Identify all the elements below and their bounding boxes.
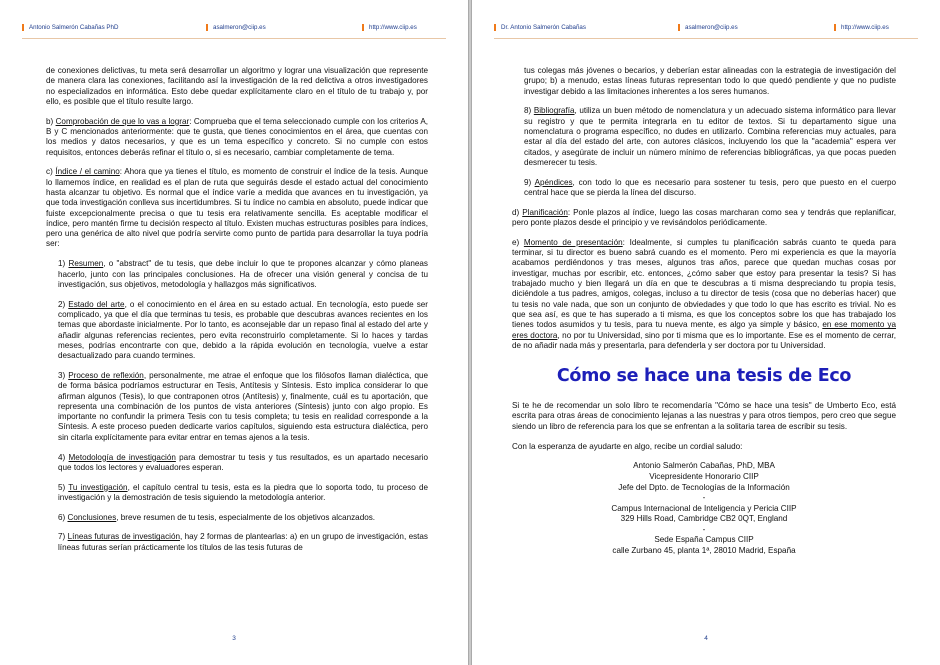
header-url: http://www.ciip.es: [362, 24, 417, 31]
item-text: , personalmente, me atrae el enfoque que los filósofos llaman dialéctica, que de forma básica podríamos estructurar en Tesis, Antítesis y Síntesis. Esto implica considerar lo que afirman algunos (Tesis), lo que contraponen otros (Antítesis) y, finalmente, cuál es tu aportación, que representa una combinación de los puntos de vista anteriores (Síntesis) junto con algo propio. Es importante no confundir la primera Tesis con tu tesis completa; tu tesis en realidad corresponde a la Síntesis. A este proceso pueden dedicarte varios capítulos, siguiendo esta estructura dialéctica, pero sin citarla explícitamente para evitar entrar en temas ajenos a la tesis.: [58, 370, 429, 442]
item-text: : Ahora que ya tienes el título, es momento de construir el índice de la tesis. Aunque lo llamemos índice, en realidad es el plan de ruta que seguirás desde el estado actual del conocimiento hasta alcanzar tu objetivo. Es normal que el índice varíe a medida que avances en tu investigación, ya que toda investigación conlleva sus incertidumbres. Si tu índice no cambia en absoluto, puede indicar que fuiste excepcionalmente precisa o que tu tesis era relativamente sencilla. Es aceptable modificar el índice, pero mantén firme tu decisión respecto al título. Existen muchas estructuras posibles para índices, pero una genérica de alto nivel que podría servirte como punto de partida para desarrollar la tuya podría ser:: [46, 167, 428, 249]
list-item-6: [58, 513, 428, 523]
header-author: Antonio Salmerón Cabañas PhD: [22, 24, 118, 31]
paragraph-c: [46, 167, 428, 249]
item-title: Estado del arte: [68, 299, 125, 309]
item-text: : Comprueba que el tema seleccionado cumple con los criterios A, B y C mencionados anteriormente: que te gusta, que tienes conocimientos en el área, que cuentas con los medios y datos necesarios, y que es un tema específico y concreto. Si no cumple con estos requisitos, entonces deberás refinar el título o, si es necesario, cambiar completamente de tema.: [46, 116, 428, 157]
item-text: , o el conocimiento en el área en su estado actual. En tecnología, esto puede ser complicado, ya que el día que terminas tu tesis, es probable que descubras avances recientes en los temas que abordaste inicialmente. Por lo tanto, es aconsejable dar un repaso final al estado del arte y añadir algunas referencias recientes, pero evita reconstruirlo completamente. Si lo haces y tardas meses, podrías encontrarte con que, debido a la rápida evolución en tecnología, vuelve a estar desactualizado para cuando termines.: [58, 299, 429, 361]
item-text: , hay 2 formas de plantearlas: a) en un grupo de investigación, estas líneas futuras serían prácticamente los títulos de las tesis futuras de: [58, 532, 428, 552]
item-title: Metodología de investigación: [68, 452, 176, 462]
section-heading: Cómo se hace una tesis de Eco: [556, 366, 852, 387]
item-title: Bibliografía: [533, 106, 575, 116]
paragraph-d: [512, 208, 896, 229]
page-header: [22, 24, 446, 36]
signature-line: Vicepresidente Honorario CIIP: [649, 471, 759, 481]
paragraph: tus colegas más jóvenes o becarios, y deberían estar alineadas con la estrategia de investigación del grupo; b) a menudo, estas líneas futuras representan todo lo que quedó pendiente y que no pudiste investigar debido a las limitaciones inherentes a los seres humanos.: [524, 66, 896, 96]
item-text: , con todo lo que es necesario para sostener tu tesis, pero que puesto en el cuerpo central hace que se pierda la línea del discurso.: [524, 177, 896, 197]
list-item-4: [58, 453, 428, 474]
paragraph: de conexiones delictivas, tu meta será desarrollar un algoritmo y lograr una visualización que represente de manera clara las conexiones, facilitando así la investigación de la red delictiva a otros investigadores no especializados en informática. Esto debe quedar explícitamente claro en el título de tu trabajo y, por ello, es posible que el título resulte largo.: [46, 66, 428, 106]
item-prefix: 4): [58, 452, 69, 462]
item-title: Planificación: [522, 207, 568, 217]
item-title: Apéndices: [534, 177, 573, 187]
list-item-5: [58, 483, 428, 504]
item-prefix: 3): [58, 370, 69, 380]
signature-line: 329 Hills Road, Cambridge CB2 0QT, England: [620, 514, 788, 524]
item-prefix: 8): [524, 106, 534, 116]
list-item-1: [58, 259, 428, 290]
page-body: [512, 66, 896, 557]
item-text: , breve resumen de tu tesis, especialmente de los objetivos alcanzados.: [116, 512, 376, 522]
header-email: asalmeron@ciip.es: [678, 24, 738, 31]
item-prefix: 2): [58, 299, 69, 309]
item-title: Comprobación de que lo vas a lograr: [55, 116, 190, 126]
item-title: Resumen: [68, 259, 104, 269]
list-item-2: [58, 300, 428, 362]
item-text: , no por tu Universidad, sino por ti misma que es lo importante. Ese es el momento de cerrar, de no añadir nada más y presentarla, para defenderla y ser doctora por tu Universidad.: [512, 330, 897, 350]
item-text: , o "abstract" de tu tesis, que debe incluir lo que te propones alcanzar y cómo planeas hacerlo, junto con las principales conclusiones. Ha de ofrecer una visión general y concisa de tu investigación, sus objetivos, metodología y hallazgos más significativos.: [58, 259, 428, 289]
paragraph-b: [46, 117, 428, 158]
item-prefix: 6): [58, 512, 68, 522]
list-item-7: [58, 532, 428, 553]
header-author: Dr. Antonio Salmerón Cabañas: [494, 24, 586, 31]
item-prefix: e): [512, 237, 524, 247]
item-title: Líneas futuras de investigación: [67, 532, 180, 542]
signature-block: [512, 461, 896, 556]
page-4: [472, 0, 940, 665]
item-prefix: 7): [58, 532, 68, 542]
signature-line: Antonio Salmerón Cabañas, PhD, MBA: [633, 461, 775, 471]
header-divider: [494, 38, 918, 39]
page-number: 4: [704, 635, 708, 642]
item-prefix: 1): [58, 259, 69, 269]
page-body: [46, 66, 428, 563]
item-text: , el capítulo central tu tesis, esta es la piedra que lo soporta todo, tu proceso de investigación y la demostración de tesis siguiendo la metodología anterior.: [58, 482, 428, 502]
paragraph-e: [512, 238, 896, 351]
list-item-8: [524, 106, 896, 168]
header-url: http://www.ciip.es: [834, 24, 889, 31]
item-title: Índice / el camino: [55, 167, 120, 177]
list-item-9: [524, 178, 896, 199]
item-text: para demostrar tu tesis y tus resultados, es un apartado necesario que todos los lectores y evaluadores esperan.: [58, 452, 428, 472]
item-text: : Ponle plazos al índice, luego las cosas marcharan como sea y tendrás que replanificar, pero ponte plazos desde el principio y ve revisándolos periódicamente.: [512, 207, 896, 228]
paragraph-eco: Si te he de recomendar un solo libro te recomendaría "Cómo se hace una tesis" de Umberto Eco, está escrita para otras áreas de conocimiento lejanas a las nuestras y para otros tiempos, pero creo que segue siendo un libro de referencia para los que se enfrentan a la solitaria tarea de escribir su tesis.: [512, 401, 896, 431]
list-item-3: [58, 371, 428, 443]
item-text: , utiliza un buen método de nomenclatura y un adecuado sistema informático para llevar su registro y que te permita integrarla en tu editor de textos. Si tu departamento sigue una nomenclatura o programa específico, no dudes en utilizarlo. Combina referencias muy actuales, para estar al día del estado del arte, con autores clásicos, incluyendo los que la "academia" espera ver citados, y asegúrate de incluir un número mínimo de referencias bibliográficas, ya que pocas pueden desmerecer tu tesis.: [524, 106, 896, 167]
item-title: Momento de presentación: [523, 237, 623, 247]
item-title: Tu investigación: [68, 482, 128, 492]
item-title: Conclusiones: [67, 512, 117, 522]
signature-line: -: [702, 493, 706, 503]
item-prefix: d): [512, 207, 523, 217]
item-text: : Idealmente, si cumples tu planificación sabrás cuanto te queda para terminar, si tu director es bueno sabrá cuando es el momento. Pero mi experiencia es que la mayoría acabamos perdiéndonos y tras meses, algunos tras años, parece que quedan muchas cosas por investigar, muchas por escribir, etc. entonces, ¿cómo saber que estoy para presentar la tesis? Si has trabajado mucho y bien llegará un día en que te descubras a ti misma despreciando tu propia tesis, diciéndole a tus padres, amigos, colegas, incluso a tu director de tesis (cosa que no deberías hacer) que tu tesis no vale nada, que son un conjunto de obviedades y que todo lo que has escrito es trivial. No es que sea así, es que te has superado a ti misma, es que los conceptos sobre los que has trabajado los tienes todos asumidos y tu tesis, para tu nueva mente, es algo ya simple y básico,: [512, 237, 896, 330]
signature-line: Sede España Campus CIIP: [654, 535, 754, 545]
page-number: 3: [232, 635, 236, 642]
item-prefix: b): [46, 116, 56, 126]
item-prefix: 5): [58, 482, 69, 492]
item-prefix: 9): [524, 177, 535, 187]
page-3: [0, 0, 468, 665]
signature-line: -: [702, 524, 706, 534]
page-header: [494, 24, 918, 36]
signature-line: calle Zurbano 45, planta 1ª, 28010 Madrid, España: [612, 546, 796, 556]
emphasis-text: en ese momento ya eres doctora: [512, 320, 896, 340]
signature-line: Campus Internacional de Inteligencia y Pericia CIIP: [611, 503, 797, 513]
signature-line: Jefe del Dpto. de Tecnologías de la Información: [618, 482, 790, 492]
item-title: Proceso de reflexión: [68, 370, 144, 380]
header-email: asalmeron@ciip.es: [206, 24, 266, 31]
header-divider: [22, 38, 446, 39]
closing-line: Con la esperanza de ayudarte en algo, recibe un cordial saludo:: [512, 441, 743, 451]
item-prefix: c): [46, 167, 56, 177]
